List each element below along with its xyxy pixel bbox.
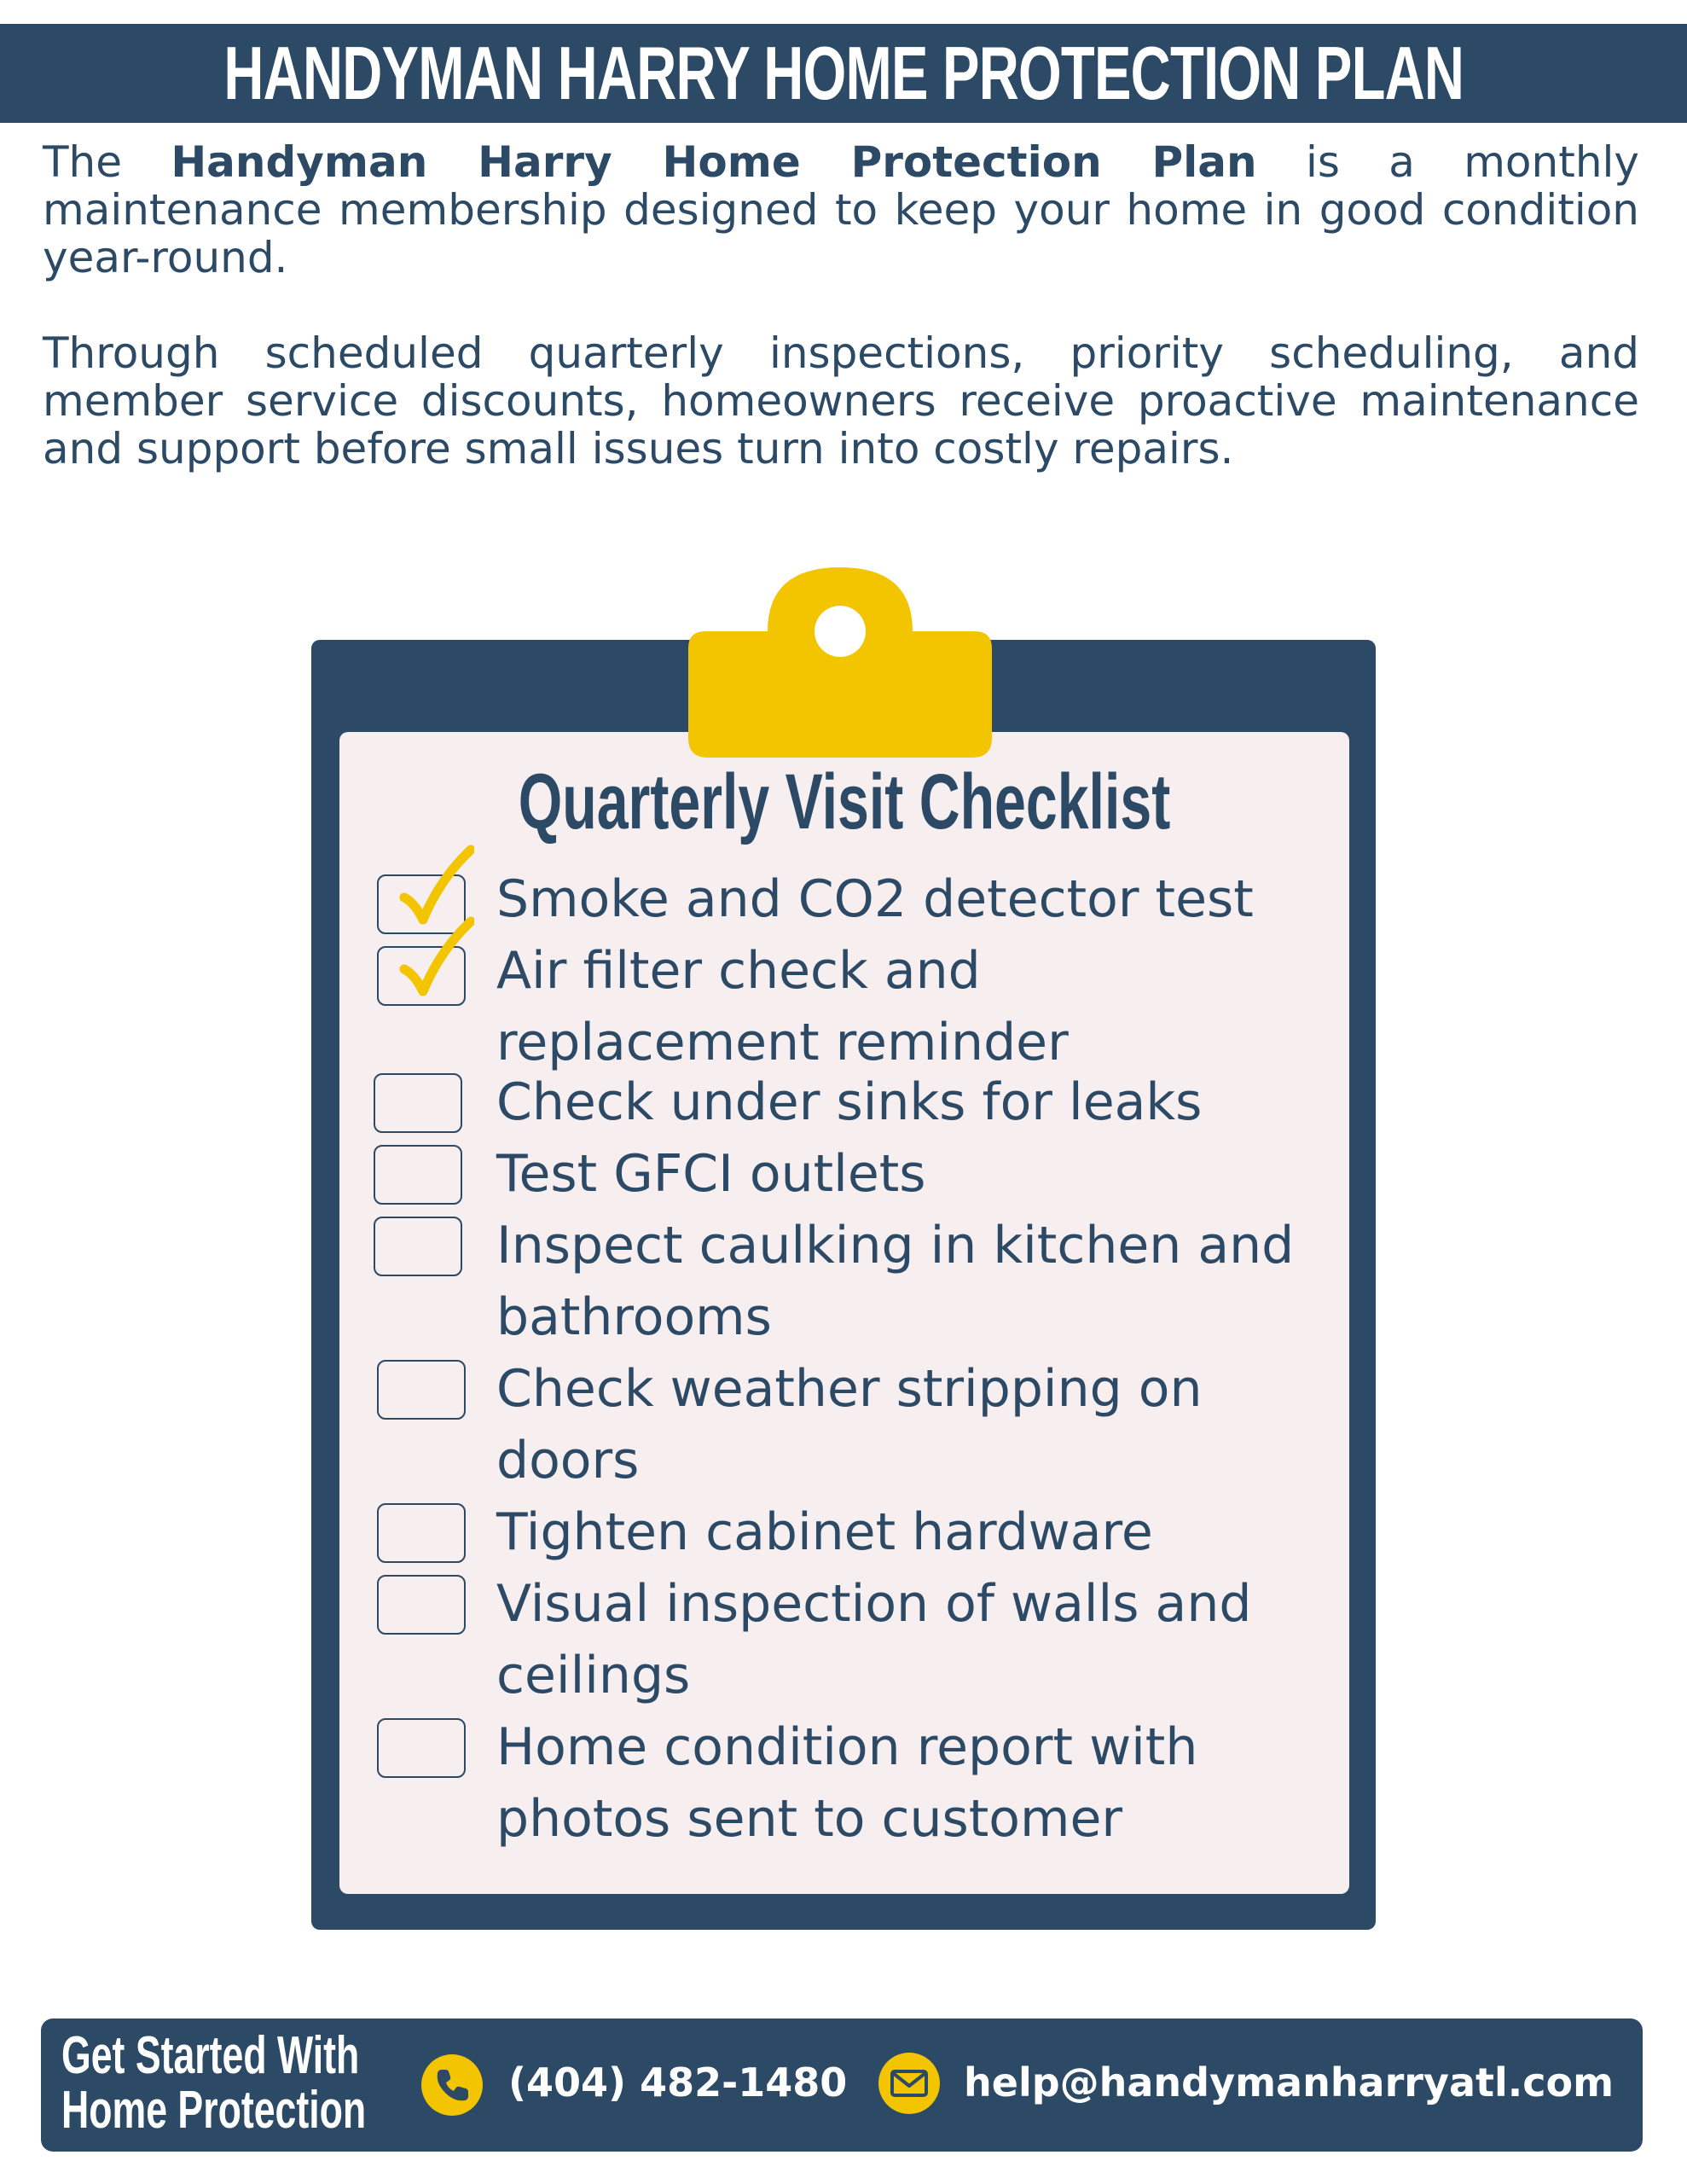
plan-name: Handyman Harry Home Protection Plan [171,137,1257,187]
intro-paragraph-1: The Handyman Harry Home Protection Plan is a monthly maintenance membership designed to keep your home in good condition year-round. [43,137,1639,282]
checkbox[interactable] [377,1718,466,1778]
checklist-item-label: Check weather stripping on doors [496,1359,1203,1490]
page-title: HANDYMAN HARRY HOME PROTECTION PLAN [223,31,1464,115]
checklist-item-label: Check under sinks for leaks [496,1072,1203,1132]
checkbox[interactable] [374,1145,462,1205]
intro-paragraph-2: Through scheduled quarterly inspections, priority scheduling, and member service discounts, homeowners receive proactive maintenance and support before small issues turn into costly repairs. [43,328,1639,473]
clipboard-clip-icon [687,563,994,759]
email-address[interactable]: help@handymanharryatl.com [964,2059,1615,2106]
intro-text [43,138,1639,520]
phone-icon [421,2054,483,2116]
checkbox[interactable] [374,1217,462,1276]
checklist-item-label: Air filter check and replacement reminder [496,941,1069,1072]
checkmark-icon [397,916,474,1002]
phone-number[interactable]: (404) 482-1480 [508,2059,848,2106]
checkbox[interactable] [374,1073,462,1133]
checklist-item-label: Smoke and CO2 detector test [496,869,1254,929]
footer-cta: Get Started With Home Protection [61,2026,367,2140]
checkbox[interactable] [377,1503,466,1563]
checklist-item-label: Home condition report with photos sent to customer [496,1717,1198,1849]
checklist-item-label: Inspect caulking in kitchen and bathrooms [496,1216,1295,1347]
mail-icon [878,2053,940,2114]
checklist-item-label: Visual inspection of walls and ceilings [496,1574,1252,1705]
checklist-item-label: Tighten cabinet hardware [496,1502,1153,1562]
checkbox[interactable] [377,1575,466,1635]
checklist-title: Quarterly Visit Checklist [518,758,1171,845]
header-bar [0,24,1687,123]
checkbox[interactable] [377,1360,466,1420]
checklist-item-label: Test GFCI outlets [496,1144,926,1204]
